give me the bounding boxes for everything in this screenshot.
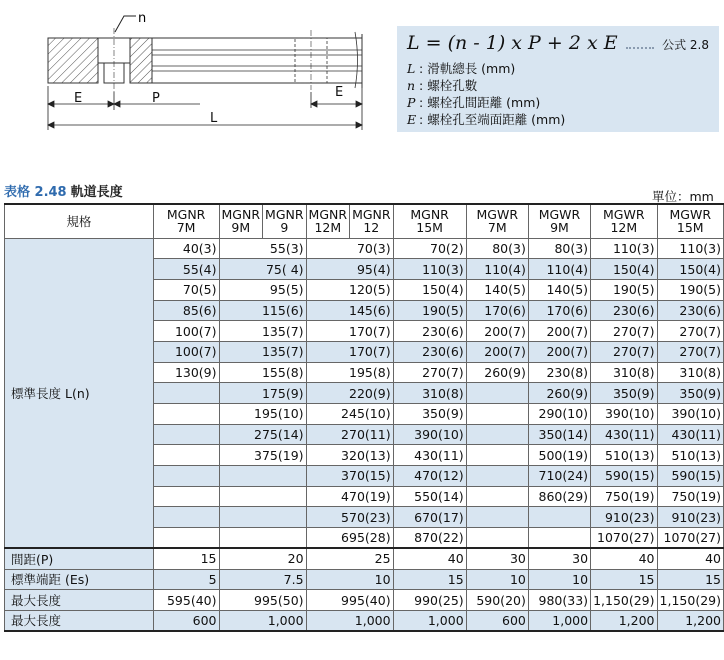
length-cell: 310(8) bbox=[591, 362, 657, 383]
table-row bbox=[5, 610, 724, 631]
length-cell: 270(11) bbox=[306, 424, 393, 445]
spec-cell: 980(33) bbox=[528, 590, 590, 611]
table-row bbox=[5, 548, 724, 569]
length-cell: 110(3) bbox=[591, 238, 657, 259]
length-cell: 55(4) bbox=[153, 259, 219, 280]
length-cell: 70(2) bbox=[393, 238, 466, 259]
length-cell bbox=[153, 424, 219, 445]
length-cell: 390(10) bbox=[591, 404, 657, 425]
spec-cell: 7.5 bbox=[219, 569, 306, 590]
length-cell bbox=[466, 383, 528, 404]
length-cell bbox=[153, 486, 219, 507]
length-cell: 245(10) bbox=[306, 404, 393, 425]
label-l: L bbox=[210, 111, 218, 126]
length-cell: 910(23) bbox=[591, 507, 657, 528]
length-cell: 110(3) bbox=[657, 238, 723, 259]
spec-cell: 30 bbox=[528, 548, 590, 569]
spec-cell: 10 bbox=[466, 569, 528, 590]
spec-cell: 600 bbox=[153, 610, 219, 631]
length-cell: 95(4) bbox=[306, 259, 393, 280]
length-cell: 40(3) bbox=[153, 238, 219, 259]
spec-cell: 995(50) bbox=[219, 590, 306, 611]
table-number: 表格 2.48 bbox=[4, 185, 67, 200]
length-cell: 135(7) bbox=[219, 341, 306, 362]
col-header: MGNR 12 bbox=[350, 204, 394, 238]
length-cell: 200(7) bbox=[528, 321, 590, 342]
spec-cell: 1,200 bbox=[591, 610, 657, 631]
length-cell: 470(19) bbox=[306, 486, 393, 507]
spec-cell: 590(20) bbox=[466, 590, 528, 611]
length-cell: 200(7) bbox=[528, 341, 590, 362]
length-cell: 510(13) bbox=[591, 445, 657, 466]
col-header: MGWR 7M bbox=[466, 204, 528, 238]
length-cell: 170(6) bbox=[528, 300, 590, 321]
table-body bbox=[5, 238, 724, 631]
length-cell: 550(14) bbox=[393, 486, 466, 507]
length-cell: 695(28) bbox=[306, 528, 393, 549]
length-cell: 100(7) bbox=[153, 321, 219, 342]
length-cell: 55(3) bbox=[219, 238, 306, 259]
length-cell: 195(10) bbox=[219, 404, 306, 425]
length-cell: 750(19) bbox=[657, 486, 723, 507]
length-cell: 230(6) bbox=[393, 341, 466, 362]
length-cell bbox=[466, 404, 528, 425]
length-cell: 170(7) bbox=[306, 341, 393, 362]
spec-cell: 20 bbox=[219, 548, 306, 569]
length-cell: 155(8) bbox=[219, 362, 306, 383]
length-cell: 110(4) bbox=[466, 259, 528, 280]
label-n: n bbox=[138, 11, 147, 26]
length-cell: 115(6) bbox=[219, 300, 306, 321]
length-cell bbox=[466, 445, 528, 466]
length-cell: 150(4) bbox=[657, 259, 723, 280]
length-cell: 270(7) bbox=[657, 321, 723, 342]
spec-cell: 40 bbox=[591, 548, 657, 569]
spec-cell: 1,000 bbox=[219, 610, 306, 631]
col-header: MGNR 12M bbox=[306, 204, 350, 238]
length-cell: 200(7) bbox=[466, 321, 528, 342]
length-cell bbox=[466, 424, 528, 445]
unit-label: 單位：mm bbox=[652, 189, 714, 204]
length-cell bbox=[153, 507, 219, 528]
spec-cell: 600 bbox=[466, 610, 528, 631]
length-cell: 590(15) bbox=[657, 466, 723, 487]
length-cell bbox=[466, 486, 528, 507]
spec-cell: 30 bbox=[466, 548, 528, 569]
length-cell: 195(8) bbox=[306, 362, 393, 383]
formula-line bbox=[407, 32, 709, 60]
length-cell: 350(9) bbox=[393, 404, 466, 425]
length-cell: 270(7) bbox=[393, 362, 466, 383]
length-cell: 270(7) bbox=[591, 321, 657, 342]
table-row bbox=[5, 569, 724, 590]
length-cell: 320(13) bbox=[306, 445, 393, 466]
length-cell: 430(11) bbox=[591, 424, 657, 445]
length-cell: 95(5) bbox=[219, 279, 306, 300]
formula-box bbox=[397, 26, 719, 132]
length-cell: 120(5) bbox=[306, 279, 393, 300]
length-cell bbox=[219, 528, 306, 549]
length-cell: 110(3) bbox=[393, 259, 466, 280]
length-cell: 670(17) bbox=[393, 507, 466, 528]
legend-item: P : 螺栓孔間距離 (mm) bbox=[407, 95, 541, 110]
legend-symbol: L bbox=[407, 61, 416, 76]
length-cell: 70(3) bbox=[306, 238, 393, 259]
length-cell: 710(24) bbox=[528, 466, 590, 487]
spec-cell: 40 bbox=[657, 548, 723, 569]
length-cell: 200(7) bbox=[466, 341, 528, 362]
length-cell: 350(9) bbox=[591, 383, 657, 404]
col-header: MGNR 9M bbox=[219, 204, 263, 238]
dimension-lines bbox=[48, 86, 362, 130]
length-cell: 375(19) bbox=[219, 445, 306, 466]
length-cell: 75( 4) bbox=[219, 259, 306, 280]
spec-cell: 5 bbox=[153, 569, 219, 590]
length-cell: 190(5) bbox=[393, 300, 466, 321]
length-cell: 85(6) bbox=[153, 300, 219, 321]
length-cell: 190(5) bbox=[657, 279, 723, 300]
spec-cell: 10 bbox=[528, 569, 590, 590]
col-header: MGWR 9M bbox=[528, 204, 590, 238]
length-cell: 430(11) bbox=[393, 445, 466, 466]
length-cell: 310(8) bbox=[393, 383, 466, 404]
row-label: 最大長度 bbox=[5, 610, 154, 631]
length-cell: 270(7) bbox=[591, 341, 657, 362]
rail-diagram bbox=[0, 0, 395, 140]
length-cell: 230(6) bbox=[591, 300, 657, 321]
length-cell: 230(6) bbox=[657, 300, 723, 321]
length-cell: 260(9) bbox=[466, 362, 528, 383]
length-cell: 135(7) bbox=[219, 321, 306, 342]
spec-cell: 995(40) bbox=[306, 590, 393, 611]
length-cell: 140(5) bbox=[528, 279, 590, 300]
length-cell: 80(3) bbox=[528, 238, 590, 259]
std-length-label: 標準長度 L(n) bbox=[5, 238, 154, 548]
spec-cell: 15 bbox=[657, 569, 723, 590]
spec-cell: 595(40) bbox=[153, 590, 219, 611]
length-cell: 170(7) bbox=[306, 321, 393, 342]
length-cell bbox=[528, 507, 590, 528]
length-cell: 390(10) bbox=[393, 424, 466, 445]
spec-cell: 1,200 bbox=[657, 610, 723, 631]
length-cell: 230(6) bbox=[393, 321, 466, 342]
length-cell: 1070(27) bbox=[591, 528, 657, 549]
length-cell bbox=[153, 383, 219, 404]
length-cell: 110(4) bbox=[528, 259, 590, 280]
col-header: MGWR 12M bbox=[591, 204, 657, 238]
col-header: MGNR 7M bbox=[153, 204, 219, 238]
length-cell bbox=[153, 528, 219, 549]
legend-item: n : 螺栓孔數 bbox=[407, 78, 478, 93]
length-cell: 860(29) bbox=[528, 486, 590, 507]
col-header: MGWR 15M bbox=[657, 204, 723, 238]
formula-equation: L = (n - 1) x P + 2 x E bbox=[407, 32, 618, 54]
length-cell: 390(10) bbox=[657, 404, 723, 425]
length-cell: 1070(27) bbox=[657, 528, 723, 549]
length-cell: 470(12) bbox=[393, 466, 466, 487]
legend-item: L : 滑軌總長 (mm) bbox=[407, 61, 516, 76]
spec-cell: 10 bbox=[306, 569, 393, 590]
spec-cell: 1,000 bbox=[528, 610, 590, 631]
col-header: MGNR 15M bbox=[393, 204, 466, 238]
legend-item: E : 螺栓孔至端面距離 (mm) bbox=[407, 112, 566, 127]
table-row bbox=[5, 238, 724, 259]
label-e-left: E bbox=[74, 91, 83, 106]
rail-section bbox=[48, 28, 362, 92]
length-cell: 100(7) bbox=[153, 341, 219, 362]
length-cell: 260(9) bbox=[528, 383, 590, 404]
length-cell: 80(3) bbox=[466, 238, 528, 259]
spec-cell: 40 bbox=[393, 548, 466, 569]
length-cell bbox=[153, 404, 219, 425]
length-cell: 350(9) bbox=[657, 383, 723, 404]
length-cell: 70(5) bbox=[153, 279, 219, 300]
spec-cell: 15 bbox=[153, 548, 219, 569]
legend-text: 螺栓孔間距離 (mm) bbox=[427, 95, 541, 110]
legend-text: 滑軌總長 (mm) bbox=[427, 61, 516, 76]
length-cell: 430(11) bbox=[657, 424, 723, 445]
length-cell: 220(9) bbox=[306, 383, 393, 404]
length-cell: 270(7) bbox=[657, 341, 723, 362]
spec-cell: 990(25) bbox=[393, 590, 466, 611]
spec-cell: 25 bbox=[306, 548, 393, 569]
label-e-right: E bbox=[335, 85, 344, 100]
length-cell: 140(5) bbox=[466, 279, 528, 300]
spec-cell: 1,150(29) bbox=[657, 590, 723, 611]
length-cell bbox=[153, 445, 219, 466]
spec-cell: 15 bbox=[591, 569, 657, 590]
label-p: P bbox=[152, 91, 160, 106]
length-cell bbox=[219, 507, 306, 528]
formula-dots bbox=[626, 47, 654, 49]
rail-length-table bbox=[4, 203, 724, 632]
length-cell bbox=[153, 466, 219, 487]
legend-symbol: n bbox=[407, 78, 416, 93]
table-title bbox=[4, 181, 123, 200]
length-cell bbox=[466, 507, 528, 528]
col-header: MGNR 9 bbox=[263, 204, 307, 238]
length-cell: 190(5) bbox=[591, 279, 657, 300]
length-cell: 150(4) bbox=[591, 259, 657, 280]
length-cell: 175(9) bbox=[219, 383, 306, 404]
length-cell: 910(23) bbox=[657, 507, 723, 528]
length-cell bbox=[528, 528, 590, 549]
row-label: 最大長度 bbox=[5, 590, 154, 611]
spec-cell: 1,000 bbox=[393, 610, 466, 631]
length-cell: 510(13) bbox=[657, 445, 723, 466]
spec-cell: 15 bbox=[393, 569, 466, 590]
legend-symbol: P bbox=[407, 95, 416, 110]
legend-text: 螺栓孔至端面距離 (mm) bbox=[427, 112, 566, 127]
length-cell: 170(6) bbox=[466, 300, 528, 321]
length-cell: 570(23) bbox=[306, 507, 393, 528]
n-leader bbox=[115, 11, 146, 32]
length-cell: 590(15) bbox=[591, 466, 657, 487]
spec-header: 規格 bbox=[5, 204, 154, 238]
length-cell: 145(6) bbox=[306, 300, 393, 321]
spec-cell: 1,150(29) bbox=[591, 590, 657, 611]
row-label: 標準端距 (Es) bbox=[5, 569, 154, 590]
spec-cell: 1,000 bbox=[306, 610, 393, 631]
row-label: 間距(P) bbox=[5, 548, 154, 569]
length-cell: 150(4) bbox=[393, 279, 466, 300]
length-cell: 870(22) bbox=[393, 528, 466, 549]
length-cell: 500(19) bbox=[528, 445, 590, 466]
length-cell bbox=[219, 486, 306, 507]
length-cell: 290(10) bbox=[528, 404, 590, 425]
length-cell: 370(15) bbox=[306, 466, 393, 487]
table-row bbox=[5, 590, 724, 611]
length-cell bbox=[466, 528, 528, 549]
length-cell bbox=[219, 466, 306, 487]
table-title-text: 軌道長度 bbox=[70, 185, 123, 200]
length-cell: 350(14) bbox=[528, 424, 590, 445]
length-cell: 275(14) bbox=[219, 424, 306, 445]
legend-text: 螺栓孔數 bbox=[427, 78, 478, 93]
formula-reference: 公式 2.8 bbox=[662, 38, 709, 52]
table-header-row bbox=[5, 204, 724, 238]
length-cell: 130(9) bbox=[153, 362, 219, 383]
length-cell bbox=[466, 466, 528, 487]
length-cell: 310(8) bbox=[657, 362, 723, 383]
legend-symbol: E bbox=[407, 112, 417, 127]
length-cell: 750(19) bbox=[591, 486, 657, 507]
length-cell: 230(8) bbox=[528, 362, 590, 383]
